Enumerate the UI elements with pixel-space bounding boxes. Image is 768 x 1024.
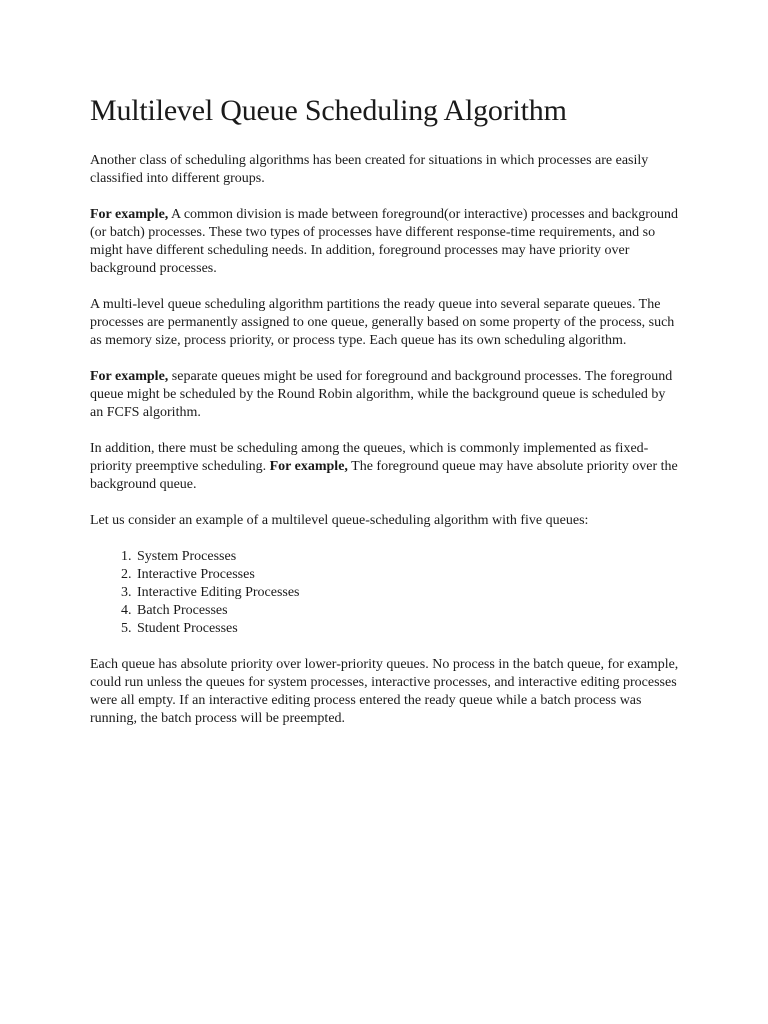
paragraph-example-division [90,206,680,278]
list-item: 2. Interactive Processes [135,566,680,584]
list-item: 3. Interactive Editing Processes [135,584,680,602]
document-page [90,92,680,746]
paragraph-five-queues-intro: Let us consider an example of a multilevel queue-scheduling algorithm with five queues: [90,513,589,528]
list-item: 1. System Processes [135,548,680,566]
paragraph-text: A common division is made between foreground(or interactive) processes and background (or batch) processes. These two types of processes have different response-time requirements, and so might have different scheduling needs. In addition, foreground processes may have priority over background processes. [90,207,678,276]
paragraph-text: separate queues might be used for foreground and background processes. The foreground queue might be scheduled by the Round Robin algorithm, while the background queue is scheduled by an FCFS algorithm. [90,369,673,420]
paragraph-text: The foreground queue may have absolute priority over the background queue. [90,459,678,492]
document-title: Multilevel Queue Scheduling Algorithm [90,94,567,127]
example-lead: For example, [269,459,348,474]
paragraph-multilevel-definition: A multi-level queue scheduling algorithm partitions the ready queue into several separate queues. The processes are permanently assigned to one queue, generally based on some property of the process, such as memory size, process priority, or process type. Each queue has its own scheduling algorithm. [90,297,675,348]
list-item: 5. Student Processes [135,620,680,638]
paragraph-intro: Another class of scheduling algorithms has been created for situations in which processes are easily classified into different groups. [90,153,649,186]
example-lead: For example, [90,207,169,222]
queue-list [90,548,680,638]
paragraph-example-queues [90,368,680,422]
paragraph-text: In addition, there must be scheduling among the queues, which is commonly implemented as fixed-priority preemptive scheduling. [90,441,649,474]
example-lead: For example, [90,369,169,384]
paragraph-inter-queue-scheduling [90,440,680,494]
paragraph-priority-explanation: Each queue has absolute priority over lower-priority queues. No process in the batch queue, for example, could run unless the queues for system processes, interactive processes, and interactive editing processes were all empty. If an interactive editing process entered the ready queue while a batch process was running, the batch process will be preempted. [90,657,679,726]
list-item: 4. Batch Processes [135,602,680,620]
